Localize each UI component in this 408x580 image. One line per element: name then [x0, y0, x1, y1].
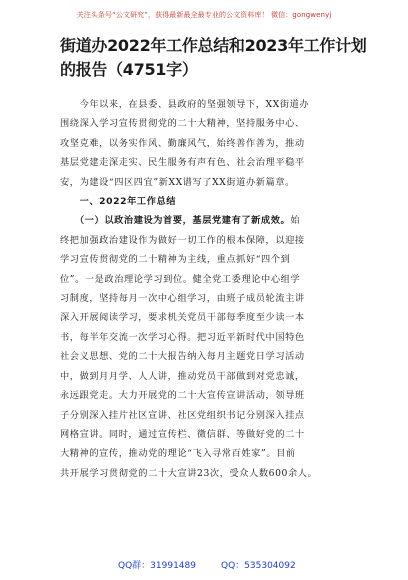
body-line: 今年以来，在县委、县政府的坚强领导下，XX街道办 [60, 99, 310, 110]
body-line: 社会义思想、党的二十大报告纳入每月主题党日学习活动 [60, 351, 305, 363]
document-title [60, 34, 367, 82]
section-heading: 一、2022年工作总结 [60, 196, 177, 208]
body-line: 习制度，坚持每月一次中心组学习，由班子成员轮流主讲 [60, 293, 305, 305]
document-body [60, 95, 350, 483]
subsection-heading: （一）以政治建设为首要，基层党建有了新成效。 [60, 215, 291, 227]
body-line: 基层党建走深走实、民生服务有声有色、社会治理平稳平 [60, 157, 305, 169]
body-line: 学习宣传贯彻党的二十精神为主线，重点抓好“四个到 [60, 254, 291, 266]
title-line-2: 的报告（4751字） [60, 60, 198, 79]
subsection-line [60, 211, 350, 230]
body-text-fragment: 始 [290, 215, 301, 227]
body-line: 网格宣讲。同时，通过宣传栏、微信群、等做好党的二十 [60, 428, 305, 440]
title-line-1: 街道办2022年工作总结和2023年工作计划 [60, 36, 367, 55]
body-line: 终把加强政治建设作为做好一切工作的根本保障，以迎接 [60, 234, 305, 246]
body-line: 中，做到月月学、人人讲，推动党员干部做到对党忠诚， [60, 370, 305, 382]
body-line: 子分别深入挂片社区宣讲、社区党组织书记分别深入挂点 [60, 409, 305, 421]
qq-group-link[interactable]: QQ群：31991489 [118, 561, 196, 571]
body-line: 安，为建设“四区四宜”新XX谱写了XX街道办新篇章。 [60, 176, 295, 188]
qq-contact-link[interactable]: QQ：535304092 [221, 561, 296, 571]
body-line: 围绕深入学习宣传贯彻党的二十大精神，坚持服务中心、 [60, 118, 305, 130]
body-line: 书，每半年交流一次学习心得。把习近平新时代中国特色 [60, 331, 305, 343]
body-line: 大精神的宣传，推动党的理论“飞入寻常百姓家”。目前 [60, 448, 296, 460]
body-line: 位”。一是政治理论学习到位。健全党工委理论中心组学 [60, 273, 301, 285]
body-line: 深入开展阅读学习，要求机关党员干部每季度至少读一本 [60, 312, 305, 324]
body-line: 攻坚克难，以务实作风、勤廉风气，始终善作善为，推动 [60, 137, 305, 149]
body-line: 共开展学习贯彻党的二十大宣讲23次，受众人数600余人。 [60, 467, 318, 479]
top-banner: 关注头条号“公文研究”，获得最新最全最专业的公文资料库！ 微信：gongwenyj [76, 11, 332, 19]
body-line: 永远跟党走。大力开展党的二十大宣传宣讲活动，领导班 [60, 390, 305, 402]
